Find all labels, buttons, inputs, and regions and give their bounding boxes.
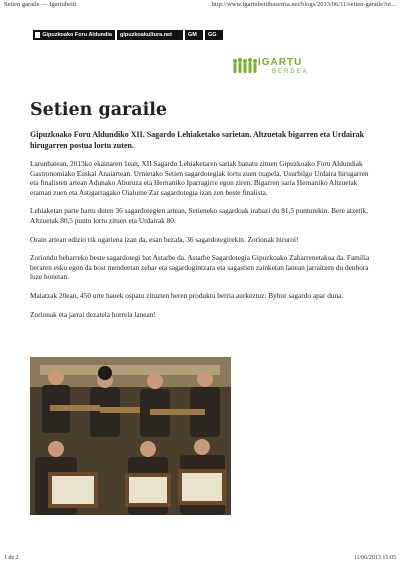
- gg-label: GG: [208, 32, 217, 38]
- sponsor-logo-bar: [33, 30, 223, 40]
- post-paragraph: Zorionak eta jarrai dezatela horrela lanean!: [30, 309, 156, 319]
- post-paragraph: Larunbatean, 2013ko ekainaren 1ean, XII Sagardo Lehiaketaren sariak banatu zituen Gipuzkoako Foru Aldundiak Gastronomiako Euskal Anaiartean. Urnietako Setien sagardotegiak lortu zuen txapela, Usurbilgo Urdaira hirugarren eta finalisten artean Adunako Aburuza eta Hernaniko Iparragirre egon ziren. Bigarren saria Hernaniko Altzuetak eraman zuen eta Astigarragako Oialume Zar sagardotegia izan zen beste finalista.: [30, 159, 369, 197]
- gipuzkoako-foru-aldundia-logo[interactable]: [33, 30, 115, 40]
- igartu-berdea-logo[interactable]: [232, 57, 352, 79]
- gipuzkoa-shield-icon: [35, 32, 40, 38]
- award-photo-illustration: [30, 357, 231, 515]
- print-page-title: Setien garaile — Igartubeiti: [4, 1, 77, 8]
- print-date-time: 11/06/2013 15:05: [353, 555, 396, 561]
- gm-label: GM: [188, 32, 197, 38]
- gipuzkoakultura-logo[interactable]: [117, 30, 183, 40]
- gm-logo[interactable]: [185, 30, 203, 40]
- post-paragraph: Maiatzak 20ean, 450 urte hauek ospatu zituzten beren produktu berria aurkeztuz: Byhur sagardo apar duna.: [30, 290, 344, 300]
- post-content: [30, 130, 370, 328]
- post-paragraph: Lehiaketan parte hartu duten 36 sagardotegien artean, Setieneko sagardoak irabazi du 81,5 punturekin. Bere atzetik, Altzuetak 80,5 puntu lortu zituen eta Urdairak 80.: [30, 206, 368, 225]
- gipuzkoako-foru-aldundia-label: Gipuzkoako Foru Aldundia: [42, 32, 112, 38]
- brand-subtitle: BERDEA: [272, 69, 309, 75]
- post-paragraph: Zoriondu beharreko beste sagardotegi bat Astarbe da. Astarbe Sagardotegia Gipuzkoako Zaharrenetakoa da. Familia beraren esku egon da bost mendeetan zehar eta sagardogintzara eta sagastien zainketan lanean jarraitzen du denbora luze honetan.: [30, 253, 370, 282]
- brand-name: IGARTU: [258, 57, 303, 68]
- page-title: Setien garaile: [30, 100, 168, 120]
- people-silhouettes-icon: [232, 57, 258, 77]
- award-group-photo: [30, 357, 231, 515]
- print-header: [4, 1, 396, 11]
- post-lead: Gipuzkoako Foru Aldundiko XII. Sagardo Lehiaketako sarietan. Altzuetak bigarren eta Urdairak hirugarren postua lortu zuten.: [30, 130, 365, 150]
- print-url: http://www.igartubeitibaserria.net/blogs/2013/06/11/setien-garaile?ut...: [211, 1, 396, 8]
- print-footer: [4, 555, 396, 563]
- gipuzkoakultura-label: gipuzkoakultura.net: [120, 32, 172, 38]
- post-paragraph: Orain artean edizio rik ugariena izan da, esan bezala, 36 sagardotegirekin. Zorionak hiruroi!: [30, 234, 299, 244]
- gg-logo[interactable]: [205, 30, 223, 40]
- page-count: 1 de 2: [4, 555, 19, 561]
